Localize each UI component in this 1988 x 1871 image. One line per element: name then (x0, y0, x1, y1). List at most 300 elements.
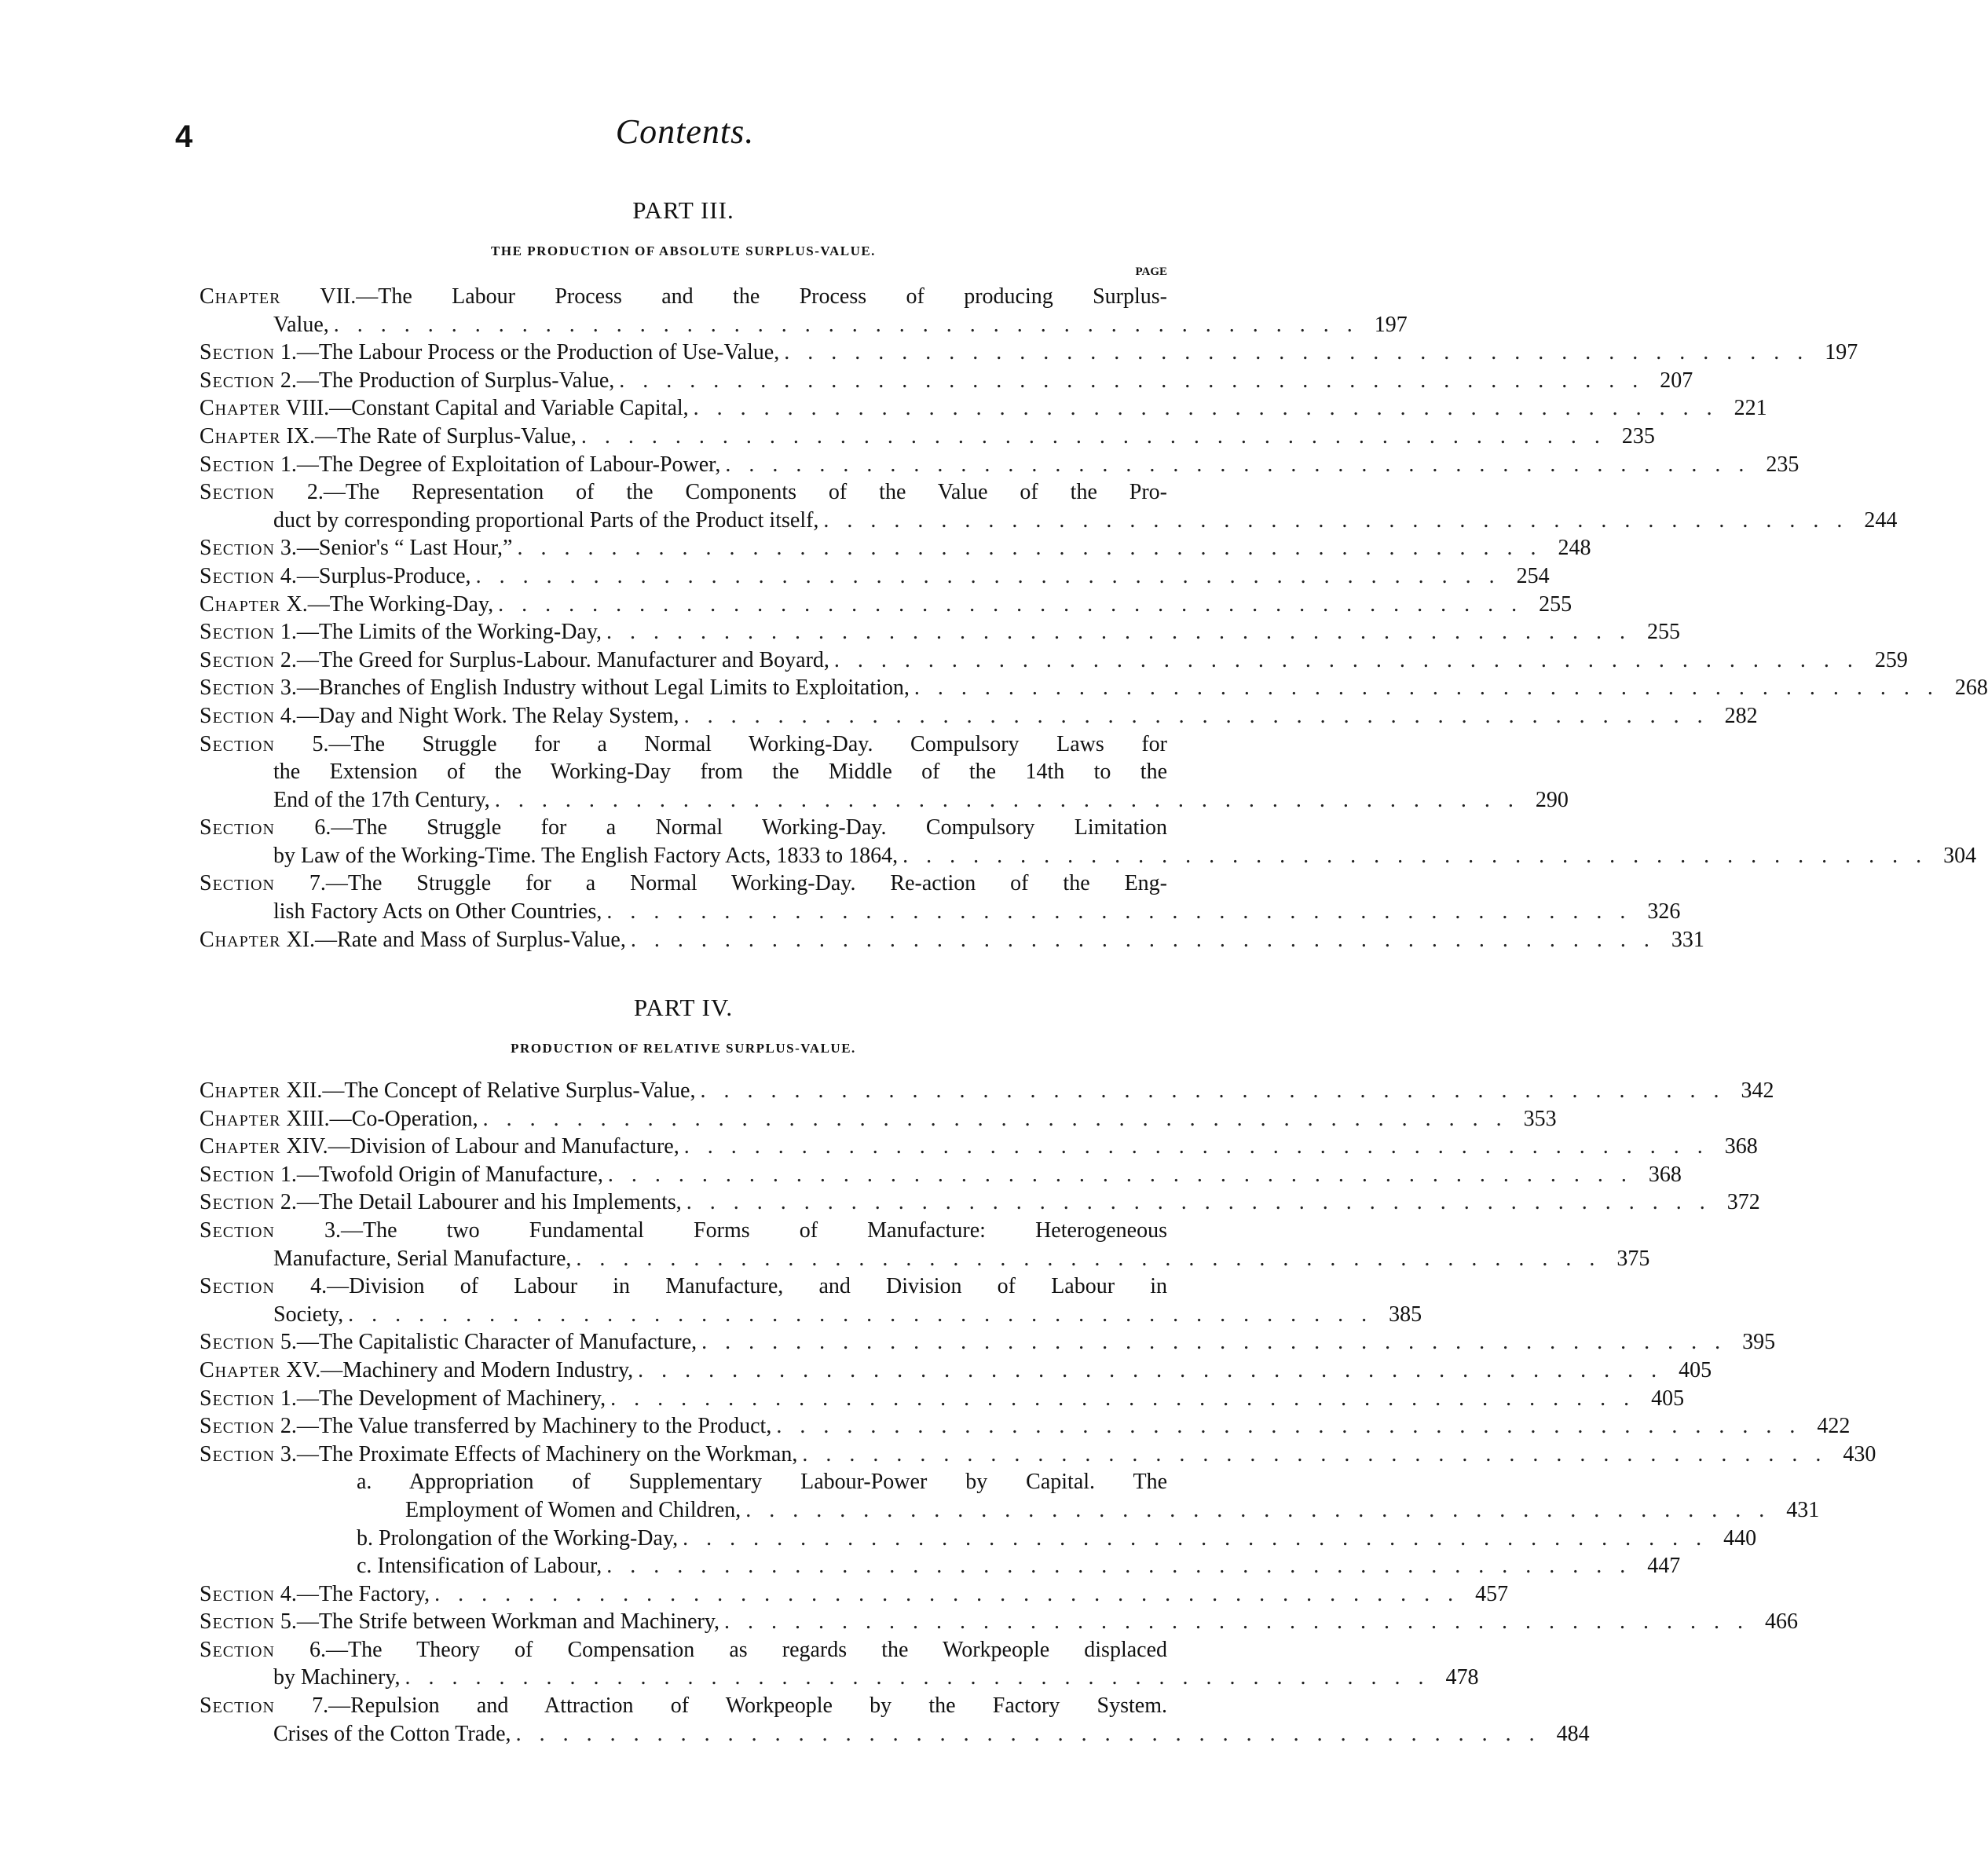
entry-title: VII.—The Labour Process and the Process of producing Surplus- (320, 284, 1168, 309)
entry-title: XV.—Machinery and Modern Industry, (286, 1357, 634, 1382)
entry-title: by Law of the Working-Time. The English Factory Acts, 1833 to 1864, (273, 843, 899, 868)
toc-entry-line (200, 1328, 1776, 1357)
leader-dots: . . . . . . . . . . . . . . . . . . . . . . . . . . . . . . . . . . . . . . . . . . . . (576, 1246, 1602, 1271)
leader-dots: . . . . . . . . . . . . . . . . . . . . . . . . . . . . . . . . . . . . . . . . . . . . (833, 647, 1859, 672)
toc-entry (200, 1077, 1774, 1105)
entry-label: Section (200, 1162, 275, 1187)
toc-entry-text (200, 423, 577, 451)
toc-entry-line (200, 758, 1167, 786)
entry-title: IX.—The Rate of Surplus-Value, (286, 423, 577, 449)
toc-entry-line (200, 1385, 1685, 1413)
part-title: PART IV. (633, 994, 734, 1021)
toc-entry (200, 1105, 1557, 1133)
leader-dots: . . . . . . . . . . . . . . . . . . . . . . . . . . . . . . . . . . . . . . . . . . . . (683, 1134, 1709, 1159)
entry-label: Section (200, 1274, 275, 1299)
toc-entry-text (357, 1552, 602, 1580)
leader-dots: . . . . . . . . . . . . . . . . . . . . . . . . . . . . . . . . . . . . . . . . . . . . (913, 676, 1939, 701)
entry-label: Section (200, 1217, 275, 1243)
toc-entry-text (200, 451, 720, 479)
entry-title: 6.—The Theory of Compensation as regards the Workpeople displaced (309, 1637, 1168, 1662)
toc-entry-line (200, 1496, 1820, 1525)
leader-dots: . . . . . . . . . . . . . . . . . . . . . . . . . . . . . . . . . . . . . . . . . . . . (517, 536, 1543, 561)
toc-entry-text (200, 730, 1167, 759)
toc-entry-text (200, 1161, 603, 1189)
page-ref: 197 (1825, 340, 1858, 365)
toc-entry-line (200, 1301, 1422, 1329)
page-ref: 235 (1766, 452, 1799, 477)
part-three (200, 196, 1988, 954)
toc-entry (200, 1385, 1685, 1413)
toc-entry-line (200, 283, 1167, 311)
page-ref: 375 (1616, 1246, 1650, 1271)
page-ref: 430 (1843, 1441, 1876, 1466)
entry-label: Chapter (200, 423, 281, 449)
page-ref: 244 (1864, 507, 1898, 533)
toc-entry-text (273, 898, 602, 926)
toc-entry-text (200, 1580, 430, 1609)
toc-entry-line (200, 1608, 1799, 1636)
leader-dots: . . . . . . . . . . . . . . . . . . . . . . . . . . . . . . . . . . . . . . . . . . . . (606, 1554, 1632, 1579)
entry-label: Chapter (200, 1106, 281, 1131)
toc-entry-text (200, 1412, 771, 1441)
entry-label: Section (200, 368, 275, 393)
leader-dots: . . . . . . . . . . . . . . . . . . . . . . . . . . . . . . . . . . . . . . . . . . . . (405, 1665, 1430, 1690)
toc-entry (200, 926, 1704, 954)
entry-title: 2.—The Detail Labourer and his Implements, (280, 1190, 682, 1215)
toc-entry-text (200, 1105, 478, 1133)
entry-title: lish Factory Acts on Other Countries, (273, 899, 602, 925)
toc-entry-text (200, 534, 512, 562)
leader-dots: . . . . . . . . . . . . . . . . . . . . . . . . . . . . . . . . . . . . . . . . . . . . (802, 1441, 1828, 1466)
entry-title: 4.—Surplus-Produce, (280, 563, 471, 588)
entry-title: 7.—The Struggle for a Normal Working-Day. Re-action of the Eng- (309, 871, 1167, 896)
page-ref: 221 (1734, 396, 1767, 421)
entry-label: Section (200, 1190, 275, 1215)
toc-entry-line (200, 367, 1693, 395)
page-ref: 255 (1539, 591, 1572, 617)
leader-dots: . . . . . . . . . . . . . . . . . . . . . . . . . . . . . . . . . . . . . . . . . . . . (333, 312, 1359, 337)
toc-entry-text (200, 1133, 679, 1161)
page-ref: 431 (1786, 1497, 1820, 1522)
page-ref: 353 (1523, 1106, 1557, 1131)
page-ref: 207 (1660, 368, 1693, 393)
page-ref: 290 (1535, 787, 1569, 812)
entry-label: Section (200, 676, 275, 701)
toc-entry-line (200, 1580, 1509, 1609)
toc-entries (200, 283, 1988, 954)
toc-entry-line (200, 1692, 1167, 1720)
entry-title: a. Appropriation of Supplementary Labour-Power by Capital. The (357, 1470, 1167, 1495)
entry-label: Section (200, 620, 275, 645)
page-ref: 440 (1723, 1525, 1757, 1551)
leader-dots: . . . . . . . . . . . . . . . . . . . . . . . . . . . . . . . . . . . . . . . . . . . . (630, 927, 1656, 952)
toc-entry-line (200, 1720, 1590, 1748)
page-ref: 368 (1724, 1134, 1758, 1159)
toc-entry (200, 591, 1572, 619)
leader-dots: . . . . . . . . . . . . . . . . . . . . . . . . . . . . . . . . . . . . . . . . . . . . (619, 368, 1645, 393)
leader-dots: . . . . . . . . . . . . . . . . . . . . . . . . . . . . . . . . . . . . . . . . . . . . (902, 843, 1928, 868)
toc-entry-text (273, 758, 1167, 786)
part-title: PART III. (632, 196, 734, 224)
entry-title: Manufacture, Serial Manufacture, (273, 1246, 572, 1271)
entry-title: 4.—Division of Labour in Manufacture, and Division of Labour in (310, 1274, 1168, 1299)
toc-entry-line (200, 1077, 1774, 1105)
toc-entry-line (200, 842, 1977, 870)
leader-dots: . . . . . . . . . . . . . . . . . . . . . . . . . . . . . . . . . . . . . . . . . . . . (784, 340, 1810, 365)
toc-entry (200, 283, 1408, 339)
entry-title: VIII.—Constant Capital and Variable Capital, (285, 396, 689, 421)
leader-dots: . . . . . . . . . . . . . . . . . . . . . . . . . . . . . . . . . . . . . . . . . . . . (700, 1078, 1726, 1103)
toc-entry (200, 451, 1799, 479)
entry-label: Section (200, 1386, 275, 1411)
entry-label: Section (200, 1441, 275, 1466)
leader-dots: . . . . . . . . . . . . . . . . . . . . . . . . . . . . . . . . . . . . . . . . . . . . (606, 620, 1632, 645)
toc-entry (200, 534, 1591, 562)
toc-entry-text (200, 478, 1167, 507)
entry-title: 1.—Twofold Origin of Manufacture, (280, 1162, 603, 1187)
page-ref: 395 (1742, 1330, 1776, 1355)
toc-entry-line (200, 1245, 1650, 1273)
page-ref: 372 (1726, 1190, 1760, 1215)
toc-entry-text (200, 814, 1167, 842)
page-ref: 304 (1943, 843, 1977, 868)
toc-entry-text (200, 591, 493, 619)
toc-entry-text (200, 926, 626, 954)
toc-entry (200, 1357, 1712, 1385)
toc-entry-text (200, 1692, 1167, 1720)
leader-dots: . . . . . . . . . . . . . . . . . . . . . . . . . . . . . . . . . . . . . . . . . . . . (498, 591, 1524, 617)
toc-entry (200, 870, 1681, 925)
entry-label: Chapter (200, 591, 281, 617)
entry-title: duct by corresponding proportional Parts of the Product itself, (273, 507, 819, 533)
toc-entry (200, 339, 1858, 367)
toc-entry-line (200, 1636, 1167, 1664)
toc-entry-line (200, 730, 1167, 759)
leader-dots: . . . . . . . . . . . . . . . . . . . . . . . . . . . . . . . . . . . . . . . . . . . . (823, 507, 1849, 533)
entry-label: Section (200, 1637, 275, 1662)
toc-entry-line (200, 562, 1550, 591)
toc-entry-text (273, 1720, 511, 1748)
toc-entry-text (200, 1608, 719, 1636)
entry-label: Section (200, 480, 275, 505)
entry-title: 5.—The Capitalistic Character of Manufacture, (280, 1330, 697, 1355)
entry-label: Chapter (200, 1134, 281, 1159)
toc-entry (200, 674, 1988, 702)
entry-title: 2.—The Value transferred by Machinery to the Product, (280, 1414, 772, 1439)
entry-label: Section (200, 871, 275, 896)
leader-dots: . . . . . . . . . . . . . . . . . . . . . . . . . . . . . . . . . . . . . . . . . . . . (683, 703, 1709, 728)
entry-title: 3.—Branches of English Industry without Legal Limits to Exploitation, (280, 676, 910, 701)
entry-title: 3.—Senior's “ Last Hour,” (280, 536, 513, 561)
toc-entry-line (200, 786, 1569, 815)
toc-entry-text (357, 1525, 678, 1553)
toc-entry-line (200, 870, 1167, 898)
toc-entry-line (200, 394, 1767, 423)
toc-entry (200, 367, 1693, 395)
entry-title: 1.—The Development of Machinery, (280, 1386, 606, 1411)
toc-entry-text (200, 674, 910, 702)
toc-entry-line (200, 1441, 1876, 1469)
leader-dots: . . . . . . . . . . . . . . . . . . . . . . . . . . . . . . . . . . . . . . . . . . . . (724, 1609, 1750, 1635)
toc-entry-text (273, 507, 818, 535)
toc-entry-text (200, 283, 1167, 311)
leader-dots: . . . . . . . . . . . . . . . . . . . . . . . . . . . . . . . . . . . . . . . . . . . . (693, 396, 1719, 421)
leader-dots: . . . . . . . . . . . . . . . . . . . . . . . . . . . . . . . . . . . . . . . . . . . . (494, 787, 1520, 812)
toc-entry-text (200, 367, 614, 395)
toc-entry (200, 1412, 1851, 1441)
entry-title: 3.—The Proximate Effects of Machinery on the Workman, (280, 1441, 798, 1466)
toc-entry-text (273, 1664, 400, 1692)
entry-title: XI.—Rate and Mass of Surplus-Value, (286, 927, 626, 952)
toc-entry-text (200, 646, 829, 675)
toc-entry (200, 1692, 1590, 1748)
leader-dots: . . . . . . . . . . . . . . . . . . . . . . . . . . . . . . . . . . . . . . . . . . . . (606, 899, 1632, 925)
entry-title: 4.—Day and Night Work. The Relay System, (280, 703, 679, 728)
leader-dots: . . . . . . . . . . . . . . . . . . . . . . . . . . . . . . . . . . . . . . . . . . . . (745, 1497, 1771, 1522)
toc-entry-line (200, 1133, 1758, 1161)
page-ref: 255 (1647, 620, 1681, 645)
toc-entries (200, 1077, 1876, 1748)
part-four (200, 994, 1876, 1748)
toc-entry (200, 1188, 1760, 1217)
toc-entry (200, 1272, 1422, 1328)
toc-entry-text (357, 1468, 1167, 1496)
entry-title: 5.—The Struggle for a Normal Working-Day. Compulsory Laws for (312, 731, 1168, 756)
entry-title: 6.—The Struggle for a Normal Working-Day. Compulsory Limitation (314, 815, 1167, 840)
toc-entry-line (200, 1525, 1757, 1553)
entry-label: Section (200, 815, 275, 840)
entry-title: 1.—The Limits of the Working-Day, (280, 620, 602, 645)
toc-entry-line (200, 674, 1988, 702)
page-ref: 259 (1874, 647, 1908, 672)
entry-title: Society, (273, 1302, 344, 1327)
entry-title: 2.—The Greed for Surplus-Labour. Manufacturer and Boyard, (280, 647, 829, 672)
page-ref: 282 (1724, 703, 1758, 728)
toc-entry (200, 1525, 1757, 1553)
toc-entry-line (200, 311, 1408, 339)
entry-label: Chapter (200, 284, 281, 309)
toc-entry-line (200, 1161, 1682, 1189)
toc-entry-text (273, 311, 329, 339)
entry-title: the Extension of the Working-Day from the Middle of the 14th to the (273, 760, 1167, 785)
entry-label: Section (200, 1414, 275, 1439)
page-ref: 342 (1741, 1078, 1774, 1103)
leader-dots: . . . . . . . . . . . . . . . . . . . . . . . . . . . . . . . . . . . . . . . . . . . . (475, 563, 1501, 588)
entry-label: Section (200, 536, 275, 561)
entry-title: b. Prolongation of the Working-Day, (357, 1525, 679, 1551)
leader-dots: . . . . . . . . . . . . . . . . . . . . . . . . . . . . . . . . . . . . . . . . . . . . (482, 1106, 1508, 1131)
entry-title: Crises of the Cotton Trade, (273, 1721, 511, 1746)
entry-label: Section (200, 340, 275, 365)
page-ref: 422 (1817, 1414, 1851, 1439)
entry-title: 2.—The Representation of the Components of the Value of the Pro- (306, 480, 1168, 505)
toc-entry-line (200, 814, 1167, 842)
entry-title: XII.—The Concept of Relative Surplus-Value, (286, 1078, 696, 1103)
toc-entry (200, 1161, 1682, 1189)
entry-title: 4.—The Factory, (280, 1581, 430, 1606)
entry-title: Employment of Women and Children, (405, 1497, 741, 1522)
toc-entry-line (200, 646, 1908, 675)
entry-title: XIV.—Division of Labour and Manufacture, (286, 1134, 679, 1159)
toc-entry (200, 814, 1977, 870)
toc-entry (200, 1636, 1479, 1692)
page-number: 4 (175, 119, 193, 154)
toc-entry-line (200, 926, 1704, 954)
leader-dots: . . . . . . . . . . . . . . . . . . . . . . . . . . . . . . . . . . . . . . . . . . . . (580, 423, 1606, 449)
leader-dots: . . . . . . . . . . . . . . . . . . . . . . . . . . . . . . . . . . . . . . . . . . . . (776, 1414, 1802, 1439)
entry-title: 7.—Repulsion and Attraction of Workpeople by the Factory System. (312, 1693, 1167, 1719)
page-ref: 405 (1679, 1357, 1712, 1382)
toc-entry-line (200, 1272, 1167, 1301)
page-ref: 457 (1475, 1581, 1509, 1606)
entry-title: 5.—The Strife between Workman and Machinery, (280, 1609, 720, 1635)
entry-title: 3.—The two Fundamental Forms of Manufacture: Heterogeneous (324, 1217, 1167, 1243)
toc-entry-text (200, 1636, 1167, 1664)
entry-label: Section (200, 1330, 275, 1355)
toc-entry (200, 1468, 1820, 1524)
toc-entry (200, 423, 1655, 451)
page-ref: 248 (1558, 536, 1591, 561)
running-title: Contents. (615, 112, 755, 151)
toc-entry-line (200, 1664, 1479, 1692)
entry-title: 1.—The Labour Process or the Production of Use-Value, (280, 340, 780, 365)
entry-title: End of the 17th Century, (273, 787, 490, 812)
part-subtitle: THE PRODUCTION OF ABSOLUTE SURPLUS-VALUE. (491, 243, 876, 258)
toc-entry-line (200, 1412, 1851, 1441)
page-ref: 447 (1647, 1554, 1681, 1579)
leader-dots: . . . . . . . . . . . . . . . . . . . . . . . . . . . . . . . . . . . . . . . . . . . . (638, 1357, 1664, 1382)
toc-entry-text (200, 1217, 1167, 1245)
toc-entry-line (200, 423, 1655, 451)
toc-entry-line (200, 618, 1681, 646)
leader-dots: . . . . . . . . . . . . . . . . . . . . . . . . . . . . . . . . . . . . . . . . . . . . (686, 1190, 1712, 1215)
toc-entry (200, 1580, 1509, 1609)
entry-title: Value, (273, 312, 329, 337)
page-ref: 368 (1648, 1162, 1682, 1187)
page-ref: 254 (1516, 563, 1550, 588)
entry-label: Chapter (200, 1357, 281, 1382)
leader-dots: . . . . . . . . . . . . . . . . . . . . . . . . . . . . . . . . . . . . . . . . . . . . (610, 1386, 1636, 1411)
entry-label: Section (200, 703, 275, 728)
leader-dots: . . . . . . . . . . . . . . . . . . . . . . . . . . . . . . . . . . . . . . . . . . . . (701, 1330, 1727, 1355)
toc-entry-text (200, 1385, 606, 1413)
entry-title: 1.—The Degree of Exploitation of Labour-Power, (280, 452, 721, 477)
page-column-label: PAGE (1135, 265, 1167, 278)
toc-entry-text (200, 1077, 695, 1105)
toc-entry-text (200, 1272, 1167, 1301)
page-ref: 385 (1389, 1302, 1422, 1327)
toc-entry (200, 1608, 1799, 1636)
toc-entry-text (200, 1328, 697, 1357)
toc-entry-line (200, 898, 1681, 926)
entry-label: Section (200, 731, 275, 756)
toc-entry-text (200, 562, 471, 591)
page-ref: 466 (1765, 1609, 1799, 1635)
entry-label: Section (200, 563, 275, 588)
toc-entry-text (200, 1357, 633, 1385)
toc-entry (200, 1441, 1876, 1469)
toc-entry (200, 730, 1569, 815)
toc-entry-text (200, 394, 689, 423)
toc-entry (200, 1552, 1681, 1580)
entry-label: Chapter (200, 1078, 281, 1103)
leader-dots: . . . . . . . . . . . . . . . . . . . . . . . . . . . . . . . . . . . . . . . . . . . . (607, 1162, 1633, 1187)
page-ref: 197 (1374, 312, 1408, 337)
toc-entry-text (200, 1188, 682, 1217)
page-ref: 331 (1671, 927, 1704, 952)
part-subtitle: PRODUCTION OF RELATIVE SURPLUS-VALUE. (511, 1041, 856, 1056)
toc-entry (200, 562, 1550, 591)
toc-entry-text (200, 702, 679, 730)
leader-dots: . . . . . . . . . . . . . . . . . . . . . . . . . . . . . . . . . . . . . . . . . . . . (683, 1525, 1708, 1551)
toc-entry-text (200, 1441, 797, 1469)
page-ref: 235 (1621, 423, 1655, 449)
toc-entry (200, 1217, 1650, 1272)
toc-entry-text (405, 1496, 741, 1525)
leader-dots: . . . . . . . . . . . . . . . . . . . . . . . . . . . . . . . . . . . . . . . . . . . . (725, 452, 1751, 477)
toc-entry-line (200, 1357, 1712, 1385)
entry-label: Chapter (200, 396, 281, 421)
entry-label: Section (200, 1581, 275, 1606)
toc-entry-line (200, 1105, 1557, 1133)
toc-entry-line (200, 478, 1167, 507)
toc-entry-text (200, 870, 1167, 898)
entry-title: c. Intensification of Labour, (357, 1554, 602, 1579)
toc-entry-text (273, 842, 898, 870)
toc-entry-text (273, 1301, 343, 1329)
toc-entry-line (200, 1552, 1681, 1580)
toc-entry-line (200, 702, 1758, 730)
page-ref: 405 (1651, 1386, 1685, 1411)
toc-entry (200, 646, 1908, 675)
toc-entry (200, 394, 1767, 423)
toc-entry-line (200, 591, 1572, 619)
toc-entry-line (200, 1188, 1760, 1217)
leader-dots: . . . . . . . . . . . . . . . . . . . . . . . . . . . . . . . . . . . . . . . . . . . . (348, 1302, 1374, 1327)
toc-entry-line (200, 507, 1898, 535)
toc-entry-text (200, 339, 779, 367)
toc-entry-text (273, 786, 490, 815)
toc-entry-line (200, 534, 1591, 562)
entry-title: XIII.—Co-Operation, (286, 1106, 478, 1131)
toc-entry-text (273, 1245, 571, 1273)
entry-label: Section (200, 1693, 275, 1719)
toc-entry (200, 702, 1758, 730)
entry-label: Chapter (200, 927, 281, 952)
page-ref: 484 (1556, 1721, 1590, 1746)
page-ref: 326 (1647, 899, 1681, 925)
leader-dots: . . . . . . . . . . . . . . . . . . . . . . . . . . . . . . . . . . . . . . . . . . . . (434, 1581, 1460, 1606)
toc-entry (200, 1328, 1776, 1357)
leader-dots: . . . . . . . . . . . . . . . . . . . . . . . . . . . . . . . . . . . . . . . . . . . . (515, 1721, 1541, 1746)
toc-entry-line (200, 339, 1858, 367)
entry-title: X.—The Working-Day, (286, 591, 494, 617)
page-ref: 268 (1954, 676, 1988, 701)
entry-label: Section (200, 1609, 275, 1635)
toc-entry-line (200, 1217, 1167, 1245)
toc-entry (200, 1133, 1758, 1161)
toc-entry-line (200, 1468, 1167, 1496)
page-ref: 478 (1445, 1665, 1479, 1690)
toc-entry (200, 618, 1681, 646)
toc-entry-text (200, 618, 602, 646)
entry-title: 2.—The Production of Surplus-Value, (280, 368, 615, 393)
toc-entry-line (200, 451, 1799, 479)
entry-title: by Machinery, (273, 1665, 401, 1690)
entry-label: Section (200, 452, 275, 477)
entry-label: Section (200, 647, 275, 672)
toc-entry (200, 478, 1898, 534)
